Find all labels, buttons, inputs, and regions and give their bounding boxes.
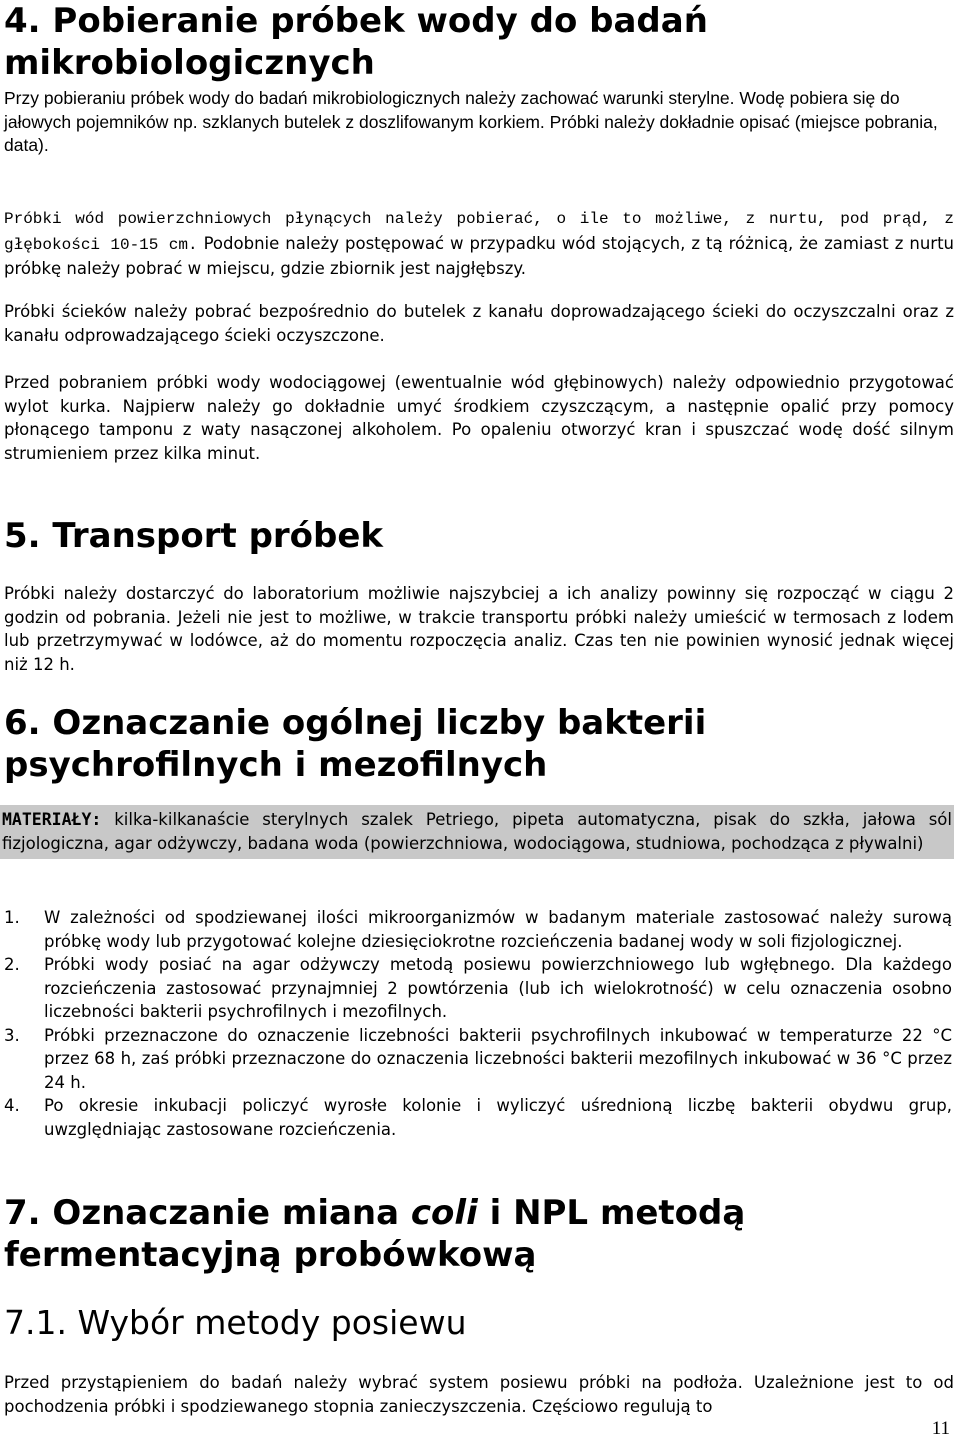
materials-text: kilka-kilkanaście sterylnych szalek Petriego, pipeta automatyczna, pisak do szkła, jałowa sól fizjologiczna, agar odżywczy, badana woda (powierzchniowa, wodociągowa, studniowa, pochodząca z pływalni) [2, 810, 952, 853]
section-6-heading: 6. Oznaczanie ogólnej liczby bakterii psychrofilnych i mezofilnych [4, 703, 707, 785]
surface-water-text: Próbki wód powierzchniowych płynących należy pobierać, o ile to możliwe, z nurtu, pod prąd, z głębokości 10-15 cm. [4, 210, 954, 254]
procedure-steps [0, 906, 952, 1141]
list-item [0, 906, 952, 953]
section-7-title-italic: coli [410, 1193, 478, 1233]
standing-water-text: Podobnie należy postępować w przypadku wód stojących, z tą różnicą, że zamiast z nurtu próbkę należy pobrać w miejscu, gdzie zbiornik jest najgłębszy. [4, 233, 955, 278]
section-7-paragraph-1: Przed przystąpieniem do badań należy wybrać system posiewu próbki na podłoża. Uzależnione jest to od pochodzenia próbki i spodziewanego stopnia zanieczyszczenia. Częściowo regulują to [4, 1373, 954, 1416]
step-number: 1. [4, 908, 20, 927]
page-number: 11 [931, 1418, 950, 1439]
step-text: W zależności od spodziewanej ilości mikroorganizmów w badanym materiale zastosować należy surową próbkę wody lub przygotować kolejne dziesięciokrotne rozcieńczenia badanej wody w soli fizjologicznej. [44, 908, 952, 951]
step-number: 3. [4, 1025, 20, 1045]
list-item [0, 1024, 952, 1095]
section-7-1-heading: 7.1. Wybór metody posiewu [4, 1303, 467, 1342]
section-7-title-end: i NPL metodą fermentacyjną probówkową [4, 1193, 746, 1275]
section-4-paragraph-4: Przed pobraniem próbki wody wodociągowej (ewentualnie wód głębinowych) należy odpowiednio przygotować wylot kurka. Najpierw należy go dokładnie umyć środkiem czyszczącym, a następnie opalić przy pomocy płonącego tamponu z waty nasączonej alkoholem. Po opaleniu otworzyć kran i spuszczać wodę dość silnym strumieniem przez kilka minut. [4, 373, 954, 463]
section-7-heading [4, 1192, 954, 1276]
list-item [0, 1094, 952, 1141]
step-number: 4. [4, 1096, 20, 1115]
step-text: Próbki wody posiać na agar odżywczy metodą posiewu powierzchniowego lub wgłębnego. Dla każdego rozcieńczenia zastosować przynajmniej 2 powtórzenia (lub ich wielokrotność) w celu oznaczenia osobno liczebności bakterii psychrofilnych i mezofilnych. [44, 955, 952, 1021]
step-text: Próbki przeznaczone do oznaczenie liczebności bakterii psychrofilnych inkubować w temperaturze 22 °C przez 68 h, zaś próbki przeznaczone do oznaczenia liczebności bakterii mezofilnych inkubować w 36 °C przez 24 h. [44, 1025, 952, 1092]
list-item [0, 953, 952, 1024]
materials-box [0, 805, 954, 859]
materials-label: MATERIAŁY: [2, 810, 102, 829]
section-4-paragraph-3: Próbki ścieków należy pobrać bezpośrednio do butelek z kanału doprowadzającego ścieki do oczyszczalni oraz z kanału odprowadzającego ścieki oczyszczone. [4, 302, 954, 345]
section-4-paragraph-2 [4, 206, 954, 281]
section-4-heading: 4. Pobieranie próbek wody do badań mikrobiologicznych [4, 1, 708, 83]
section-5-paragraph-1: Próbki należy dostarczyć do laboratorium możliwie najszybciej a ich analizy powinny się rozpocząć w ciągu 2 godzin od pobrania. Jeżeli nie jest to możliwe, w trakcie transportu próbki należy umieścić w termosach z lodem lub przetrzymywać w lodówce, aż do momentu rozpoczęcia analiz. Czas ten nie powinien wynosić jednak więcej niż 12 h. [4, 584, 954, 674]
step-text: Po okresie inkubacji policzyć wyrosłe kolonie i wyliczyć uśrednioną liczbę bakterii obydwu grup, uwzględniając zastosowane rozcieńczenia. [44, 1096, 952, 1139]
section-5-heading: 5. Transport próbek [4, 516, 384, 556]
step-number: 2. [4, 955, 20, 974]
section-4-paragraph-1: Przy pobieraniu próbek wody do badań mikrobiologicznych należy zachować warunki sterylne. Wodę pobiera się do jałowych pojemników np. szklanych butelek z doszlifowanym korkiem. Próbki należy dokładnie opisać (miejsce pobrania, data). [4, 88, 938, 155]
section-7-title-start: 7. Oznaczanie miana [4, 1193, 411, 1233]
